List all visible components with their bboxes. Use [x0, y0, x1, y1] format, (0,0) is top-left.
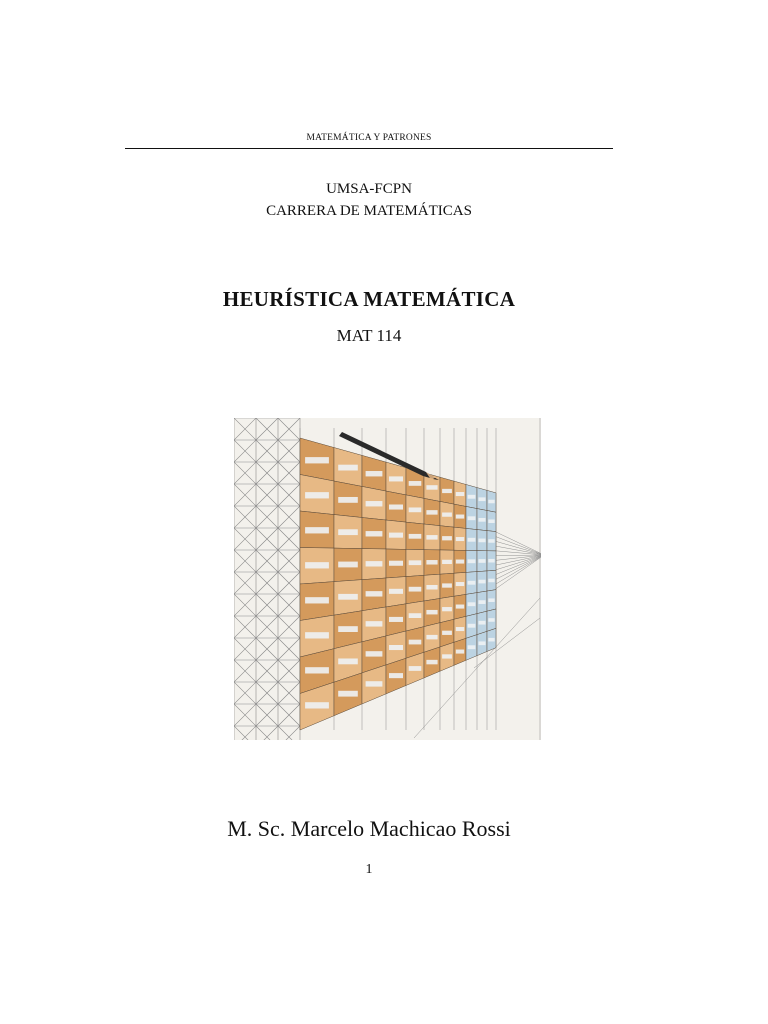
institution-block [125, 178, 613, 222]
document-title: HEURÍSTICA MATEMÁTICA [222, 287, 516, 311]
cover-figure [234, 418, 541, 740]
geometric-tiling-drawing-icon [234, 418, 541, 740]
running-header: MATEMÁTICA Y PATRONES [306, 133, 432, 143]
header-rule [125, 148, 613, 149]
author-name: M. Sc. Marcelo Machicao Rossi [227, 816, 511, 841]
course-code: MAT 114 [336, 326, 402, 345]
department-name: CARRERA DE MATEMÁTICAS [266, 203, 472, 219]
page-number: 1 [365, 862, 373, 877]
institution-name: UMSA-FCPN [326, 181, 412, 197]
